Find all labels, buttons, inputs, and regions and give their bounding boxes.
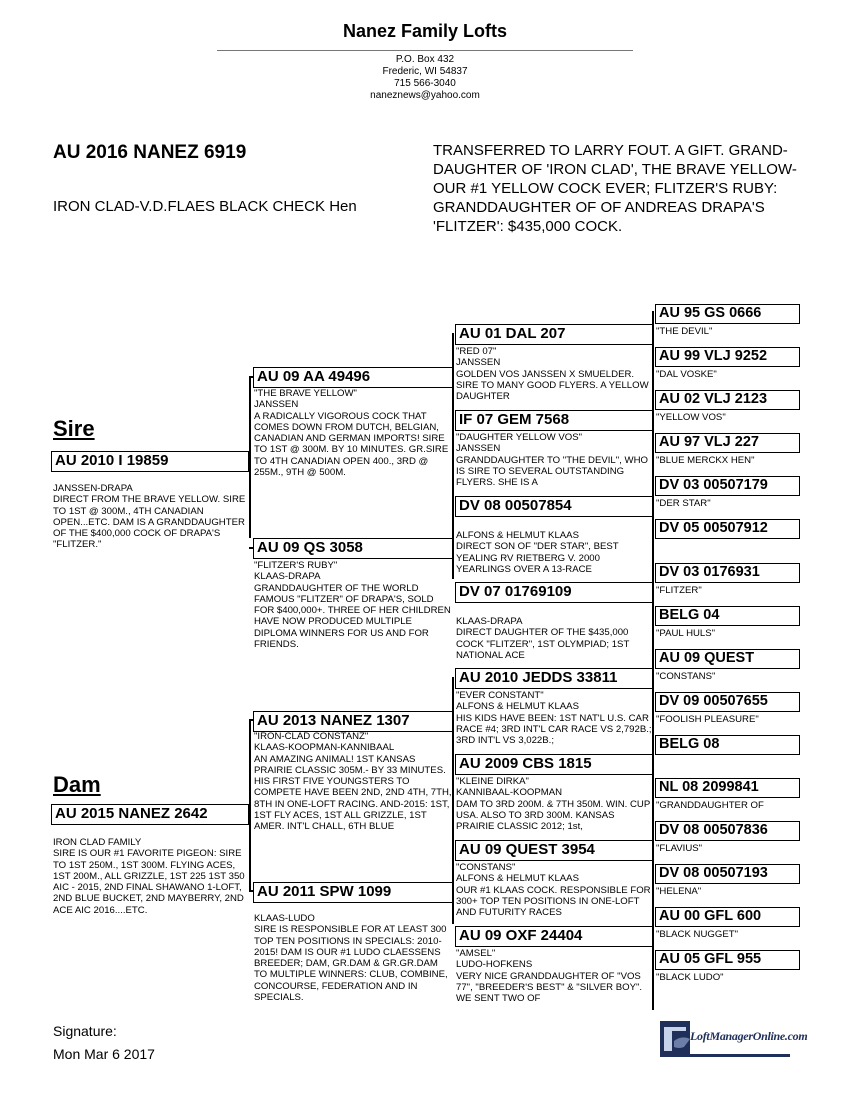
sire-info bbox=[53, 483, 253, 555]
great-grandparent-strain: KLAAS-DRAPA bbox=[456, 616, 523, 627]
ggg-band: AU 05 GFL 955 bbox=[655, 950, 800, 970]
great-grandparent-name: "RED 07" bbox=[456, 346, 497, 357]
great-grandparent-description: DIRECT SON OF "DER STAR", BEST YEALING RV RIETBERG V. 2000 YEARLINGS OVER A 13-RACE bbox=[456, 541, 619, 575]
great-grandparent-info bbox=[456, 432, 652, 492]
ggg-name: "BLACK NUGGET" bbox=[656, 929, 738, 940]
ggg-band: DV 03 00507179 bbox=[655, 476, 800, 496]
sire-description: DIRECT FROM THE BRAVE YELLOW. SIRE TO 1ST @ 300M., 4TH CANADIAN OPEN...ETC. DAM IS A GRANDDAUGHTER OF THE $400,000 COCK OF DRAPA'S "FLITZER." bbox=[53, 494, 246, 551]
great-grandparent-strain: JANSSEN bbox=[456, 357, 501, 369]
grandparent-band: AU 2011 SPW 1099 bbox=[253, 882, 453, 903]
great-grandparent-strain: ALFONS & HELMUT KLAAS bbox=[456, 530, 579, 541]
great-grandparent-description: OUR #1 KLAAS COCK. RESPONSIBLE FOR 300+ TOP TEN POSITIONS IN ONE-LOFT AND FUTURITY RACES bbox=[456, 884, 651, 919]
grandparent-band: AU 09 AA 49496 bbox=[253, 367, 453, 388]
grandparent-name: "IRON-CLAD CONSTANZ" bbox=[254, 731, 369, 742]
grandparent-strain: KLAAS-KOOPMAN-KANNIBAAL bbox=[254, 742, 395, 754]
ggg-band: DV 09 00507655 bbox=[655, 692, 800, 712]
ggg-name: "FLAVIUS" bbox=[656, 843, 703, 854]
dam-band: AU 2015 NANEZ 2642 bbox=[51, 804, 249, 825]
ggg-band: AU 02 VLJ 2123 bbox=[655, 390, 800, 410]
ggg-name: "BLACK LUDO" bbox=[656, 972, 724, 983]
grandparent-info bbox=[254, 388, 452, 496]
great-grandparent-info bbox=[456, 776, 652, 836]
great-grandparent-band: DV 08 00507854 bbox=[455, 496, 653, 517]
great-grandparent-description: GRANDDAUGHTER TO "THE DEVIL", WHO IS SIRE TO SEVERAL OUTSTANDING FLYERS. SHE IS A bbox=[456, 454, 648, 489]
great-grandparent-info bbox=[456, 616, 652, 664]
grandparent-description: A RADICALLY VIGOROUS COCK THAT COMES DOWN FROM DUTCH, BELGIAN, CANADIAN AND GERMAN IMPORTS! SIRE TO 1ST @ 300M. BY 10 MINUTES. GR.SIRE TO 4TH CANADIAN OPEN 400., 3RD @ 255M., 9TH @ 500M. bbox=[254, 410, 449, 479]
grandparent-strain: KLAAS-LUDO bbox=[254, 913, 315, 924]
loft-address bbox=[0, 54, 850, 102]
address-email: naneznews@yahoo.com bbox=[370, 90, 480, 101]
print-date: Mon Mar 6 2017 bbox=[53, 1046, 155, 1062]
grandparent-name: "FLITZER'S RUBY" bbox=[254, 560, 338, 571]
ggg-name: "CONSTANS" bbox=[656, 671, 716, 682]
sire-band: AU 2010 I 19859 bbox=[51, 451, 249, 472]
ggg-band: BELG 04 bbox=[655, 606, 800, 626]
great-grandparent-description: VERY NICE GRANDDAUGHTER OF "VOS 77", "BREEDER'S BEST" & "SILVER BOY". WE SENT TWO OF bbox=[456, 970, 643, 1005]
ggg-name: "DER STAR" bbox=[656, 498, 711, 509]
dam-strain: IRON CLAD FAMILY bbox=[53, 837, 142, 848]
sire-strain: JANSSEN-DRAPA bbox=[53, 483, 133, 494]
ggg-name: "HELENA" bbox=[656, 886, 702, 897]
grandparent-description: GRANDDAUGHTER OF THE WORLD FAMOUS "FLITZER" OF DRAPA'S, SOLD FOR $400,000+. THREE OF HER CHILDREN HAVE NOW PRODUCED MULTIPLE DIPLOMA WINNERS FOR US AND FOR FRIENDS. bbox=[254, 582, 451, 651]
address-phone: 715 566-3040 bbox=[394, 78, 456, 89]
dam-label: Dam bbox=[53, 772, 101, 797]
ggg-name: "FOOLISH PLEASURE" bbox=[656, 714, 759, 725]
great-grandparent-band: AU 01 DAL 207 bbox=[455, 324, 653, 345]
great-grandparent-description: GOLDEN VOS JANSSEN X SMUELDER. SIRE TO MANY GOOD FLYERS. A YELLOW DAUGHTER bbox=[456, 368, 649, 403]
ggg-band: DV 05 00507912 bbox=[655, 519, 800, 539]
great-grandparent-description: HIS KIDS HAVE BEEN: 1ST NAT'L U.S. CAR RACE #4; 3RD INT'L CAR RACE VS 2,792B.; 3RD INT'L VS 3,022B.; bbox=[456, 712, 652, 747]
great-grandparent-description: DIRECT DAUGHTER OF THE $435,000 COCK "FLITZER", 1ST OLYMPIAD; 1ST NATIONAL ACE bbox=[456, 627, 630, 661]
ggg-band: BELG 08 bbox=[655, 735, 800, 755]
loft-name: Nanez Family Lofts bbox=[342, 21, 508, 41]
grandparent-info bbox=[254, 913, 452, 1024]
ggg-band: AU 99 VLJ 9252 bbox=[655, 347, 800, 367]
grandparent-description: SIRE IS RESPONSIBLE FOR AT LEAST 300 TOP TEN POSITIONS IN SPECIALS: 2010-2015! DAM IS OUR #1 LUDO CLAESSENS BREEDER; DAM, GR.DAM & GR.GR.DAM TO MULTIPLE WINNERS: CLUB, COMBINE, CONCOURSE, FEDERATION AND IN SPECIALS. bbox=[254, 924, 448, 1004]
great-grandparent-strain: JANSSEN bbox=[456, 443, 501, 455]
bird-band: AU 2016 NANEZ 6919 bbox=[53, 142, 247, 163]
bird-strain-color-sex: IRON CLAD-V.D.FLAES BLACK CHECK Hen bbox=[53, 198, 357, 215]
grandparent-info bbox=[254, 560, 452, 670]
ggg-name: "GRANDDAUGHTER OF bbox=[656, 800, 764, 811]
ggg-band: DV 08 00507193 bbox=[655, 864, 800, 884]
great-grandparent-band: AU 09 OXF 24404 bbox=[455, 926, 653, 947]
ggg-name: "PAUL HULS" bbox=[656, 628, 716, 639]
great-grandparent-strain: KANNIBAAL-KOOPMAN bbox=[456, 787, 563, 799]
great-grandparent-info bbox=[456, 948, 652, 1008]
great-grandparent-band: AU 2009 CBS 1815 bbox=[455, 754, 653, 775]
great-grandparent-info bbox=[456, 346, 652, 406]
ggg-band: NL 08 2099841 bbox=[655, 778, 800, 798]
ggg-band: DV 08 00507836 bbox=[655, 821, 800, 841]
dam-description: SIRE IS OUR #1 FAVORITE PIGEON: SIRE TO 1ST 250M., 1ST 300M. FLYING ACES, 1ST 200M., ALL GRIZZLE, 1ST 225 1ST 350 AIC - 2015, 2ND FINAL SHAWANO 1-LOFT, 2ND BLUE BUCKET, 2ND MAYBERRY, 2ND ACE AIC 2016....ETC. bbox=[53, 848, 245, 916]
grandparent-info bbox=[254, 731, 452, 855]
ggg-name: "YELLOW VOS" bbox=[656, 412, 726, 423]
great-grandparent-band: DV 07 01769109 bbox=[455, 582, 653, 603]
great-grandparent-info bbox=[456, 690, 652, 750]
grandparent-band: AU 2013 NANEZ 1307 bbox=[253, 711, 453, 732]
grandparent-description: AN AMAZING ANIMAL! 1ST KANSAS PRAIRIE CLASSIC 305M.- BY 33 MINUTES. HIS FIRST FIVE YOUNGSTERS TO COMPETE HAVE BEEN 2ND, 2ND 4TH, 7TH, 8TH IN ONE-LOFT RACING. AND-2015: 1ST, 1ST FLY ACES, 1ST ALL GRIZZLE, 1ST AMER. INT'L CHALL, 6TH BLUE bbox=[254, 753, 452, 833]
ggg-name: "BLUE MERCKX HEN" bbox=[656, 455, 755, 466]
logo-text: LoftManagerOnline.com bbox=[690, 1029, 808, 1043]
ggg-band: AU 95 GS 0666 bbox=[655, 304, 800, 324]
ggg-band: DV 03 0176931 bbox=[655, 563, 800, 583]
great-grandparent-band: IF 07 GEM 7568 bbox=[455, 410, 653, 431]
ggg-name: "THE DEVIL" bbox=[656, 326, 713, 337]
great-grandparent-info bbox=[456, 862, 652, 922]
sire-label: Sire bbox=[53, 416, 95, 441]
ggg-band: AU 97 VLJ 227 bbox=[655, 433, 800, 453]
loftmanager-logo[interactable] bbox=[660, 1021, 808, 1061]
great-grandparent-name: "KLEINE DIRKA" bbox=[456, 776, 529, 787]
great-grandparent-name: "CONSTANS" bbox=[456, 862, 516, 873]
great-grandparent-name: "EVER CONSTANT" bbox=[456, 690, 544, 701]
ggg-band: AU 00 GFL 600 bbox=[655, 907, 800, 927]
great-grandparent-strain: LUDO-HOFKENS bbox=[456, 959, 533, 971]
address-city: Frederic, WI 54837 bbox=[382, 66, 468, 77]
dam-info bbox=[53, 837, 250, 937]
grandparent-name: "THE BRAVE YELLOW" bbox=[254, 388, 357, 399]
address-po-box: P.O. Box 432 bbox=[395, 54, 455, 65]
grandparent-strain: KLAAS-DRAPA bbox=[254, 571, 321, 583]
signature-label: Signature: bbox=[53, 1023, 117, 1039]
grandparent-band: AU 09 QS 3058 bbox=[253, 538, 453, 559]
ggg-band: AU 09 QUEST bbox=[655, 649, 800, 669]
great-grandparent-strain: ALFONS & HELMUT KLAAS bbox=[456, 701, 579, 713]
great-grandparent-name: "DAUGHTER YELLOW VOS" bbox=[456, 432, 583, 443]
great-grandparent-strain: ALFONS & HELMUT KLAAS bbox=[456, 873, 579, 885]
ggg-name: "FLITZER" bbox=[656, 585, 702, 596]
great-grandparent-band: AU 2010 JEDDS 33811 bbox=[455, 668, 653, 689]
ggg-name: "DAL VOSKE" bbox=[656, 369, 717, 380]
grandparent-strain: JANSSEN bbox=[254, 399, 299, 411]
great-grandparent-band: AU 09 QUEST 3954 bbox=[455, 840, 653, 861]
great-grandparent-description: DAM TO 3RD 200M. & 7TH 350M. WIN. CUP USA. ALSO TO 3RD 300M. KANSAS PRAIRIE CLASSIC 2012; 1st, bbox=[456, 798, 651, 833]
header-divider bbox=[217, 50, 633, 51]
great-grandparent-name: "AMSEL" bbox=[456, 948, 496, 959]
great-grandparent-info bbox=[456, 530, 652, 578]
bird-comment: TRANSFERRED TO LARRY FOUT. A GIFT. GRAND-DAUGHTER OF 'IRON CLAD', THE BRAVE YELLOW- OUR #1 YELLOW COCK EVER; FLITZER'S RUBY: GRANDDAUGHTER OF OF ANDREAS DRAPA'S 'FLITZER': $435,000 COCK. bbox=[433, 142, 797, 235]
